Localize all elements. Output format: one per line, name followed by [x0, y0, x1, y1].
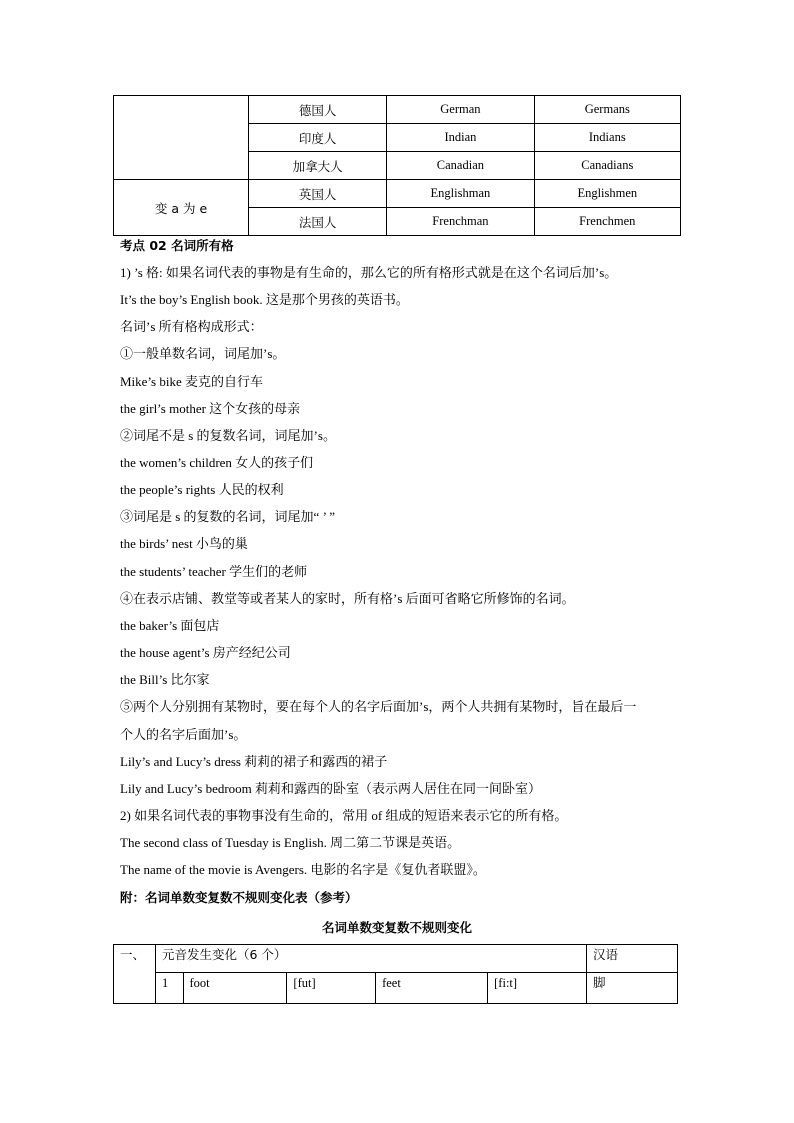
- table-row: [114, 945, 678, 973]
- text-line: Mike’s bike 麦克的自行车: [120, 374, 263, 389]
- text-line: 名词’s 所有格构成形式：: [120, 319, 263, 334]
- table-cell: Englishmen: [534, 180, 680, 208]
- text-line: the baker’s 面包店: [120, 618, 220, 633]
- table-cell: 印度人: [249, 124, 387, 152]
- text-line: Lily’s and Lucy’s dress 莉莉的裙子和露西的裙子: [120, 754, 388, 769]
- text-line: the Bill’s 比尔家: [120, 672, 210, 687]
- text-line: Lily and Lucy’s bedroom 莉莉和露西的卧室（表示两人居住在同一间卧室）: [120, 781, 542, 796]
- irregular-plural-table: [113, 944, 678, 1004]
- row-label-cell: 一、: [114, 945, 156, 1004]
- table-cell: Canadians: [534, 152, 680, 180]
- text-line: the women’s children 女人的孩子们: [120, 455, 314, 470]
- table-cell: 加拿大人: [249, 152, 387, 180]
- appendix-heading: 附：名词单数变复数不规则变化表（参考）: [120, 890, 358, 905]
- text-line: The name of the movie is Avengers. 电影的名字是《复仇者联盟》。: [120, 862, 486, 877]
- table-row: [114, 180, 681, 208]
- table-title: 名词单数变复数不规则变化: [321, 920, 472, 935]
- text-line: It’s the boy’s English book. 这是那个男孩的英语书。: [120, 292, 409, 307]
- section-heading: 考点 02 名词所有格: [120, 238, 234, 253]
- table-cell: German: [387, 96, 534, 124]
- table-cell: [fut]: [287, 973, 376, 1004]
- text-line: ①一般单数名词，词尾加’s。: [120, 346, 286, 361]
- table-cell: foot: [183, 973, 287, 1004]
- table-cell: Frenchman: [387, 208, 534, 236]
- text-line: The second class of Tuesday is English. 周二第二节课是英语。: [120, 835, 461, 850]
- table-row: [114, 96, 681, 124]
- text-line: the house agent’s 房产经纪公司: [120, 645, 291, 660]
- text-line: ②词尾不是 s 的复数名词，词尾加’s。: [120, 428, 336, 443]
- group-label-cell: 变 a 为 e: [114, 180, 249, 236]
- nationality-plural-table: [113, 95, 681, 236]
- table-cell: Frenchmen: [534, 208, 680, 236]
- category-cell: 元音发生变化（6 个）: [156, 945, 587, 973]
- text-line: ③词尾是 s 的复数的名词，词尾加“ ’ ”: [120, 509, 335, 524]
- text-line: the girl’s mother 这个女孩的母亲: [120, 401, 301, 416]
- text-line: the people’s rights 人民的权利: [120, 482, 284, 497]
- text-line: 2) 如果名词代表的事物事没有生命的，常用 of 组成的短语来表示它的所有格。: [120, 808, 568, 823]
- table-cell: 英国人: [249, 180, 387, 208]
- table-cell: Canadian: [387, 152, 534, 180]
- text-line: ⑤两个人分别拥有某物时，要在每个人的名字后面加’s，两个人共拥有某物时，旨在最后一: [120, 699, 637, 714]
- table-cell: Indian: [387, 124, 534, 152]
- text-line: 1) ’s 格: 如果名词代表的事物是有生命的，那么它的所有格形式就是在这个名词后加’s。: [120, 265, 618, 280]
- text-line: the students’ teacher 学生们的老师: [120, 564, 308, 579]
- column-header-hanyu: 汉语: [587, 945, 678, 973]
- text-line: the birds’ nest 小鸟的巢: [120, 536, 248, 551]
- table-cell: 法国人: [249, 208, 387, 236]
- text-line: 个人的名字后面加’s。: [120, 727, 247, 742]
- table-cell: [fi:t]: [488, 973, 587, 1004]
- table-cell: Indians: [534, 124, 680, 152]
- table-cell: 脚: [587, 973, 678, 1004]
- text-line: ④在表示店铺、教堂等或者某人的家时，所有格’s 后面可省略它所修饰的名词。: [120, 591, 575, 606]
- table-cell: Germans: [534, 96, 680, 124]
- table-cell: feet: [376, 973, 488, 1004]
- table-cell: Englishman: [387, 180, 534, 208]
- table-row: [114, 973, 678, 1004]
- table-cell: 1: [156, 973, 184, 1004]
- table-cell-empty: [114, 96, 249, 180]
- table-cell: 德国人: [249, 96, 387, 124]
